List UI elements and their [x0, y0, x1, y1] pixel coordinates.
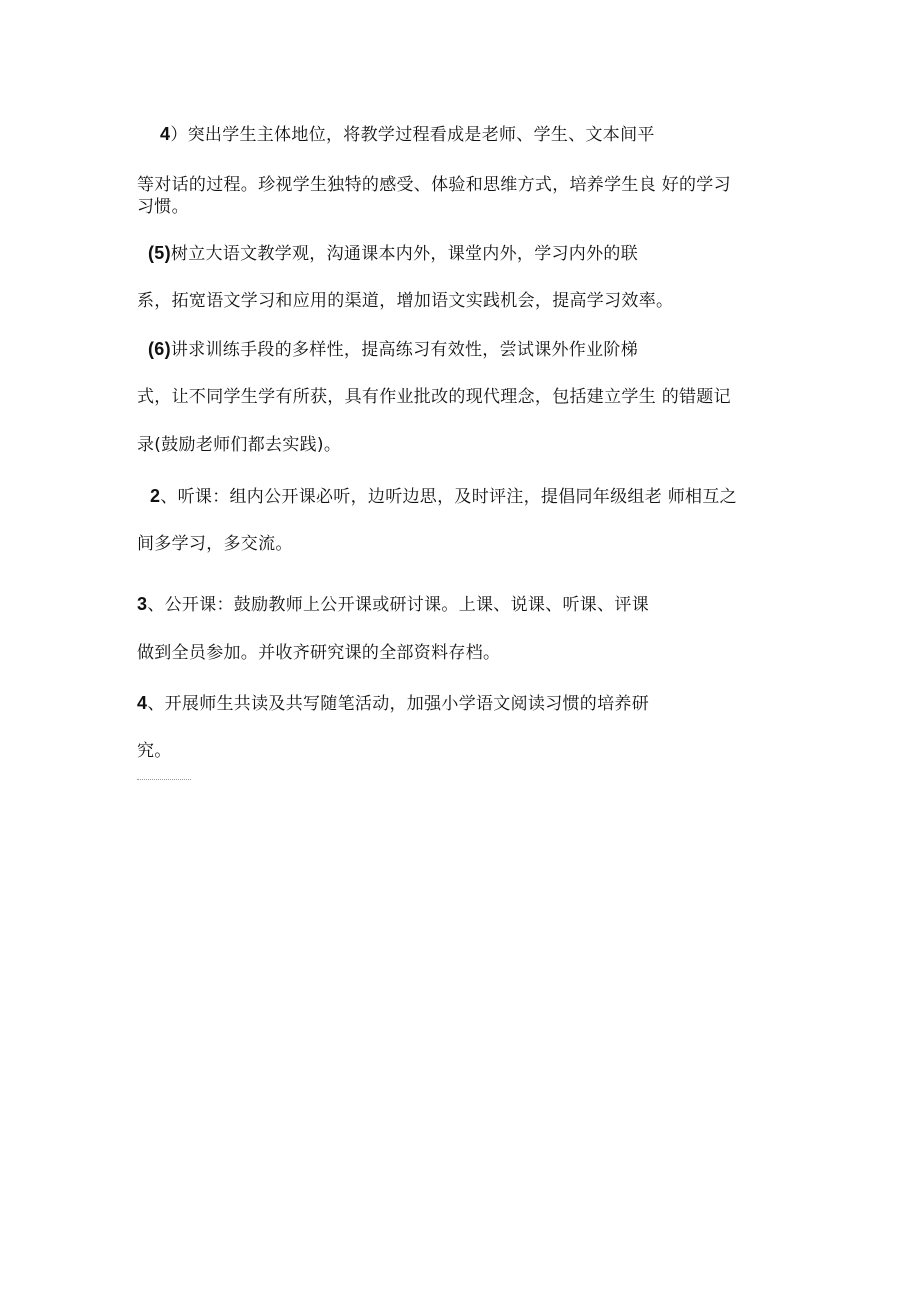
item-4-line-2: 等对话的过程。珍视学生独特的感受、体验和思维方式，培养学生良 好的学习 [137, 175, 731, 195]
item-6-line-2: 式，让不同学生学有所获，具有作业批改的现代理念，包括建立学生 的错题记 [137, 387, 731, 407]
item-6-number: (6) [148, 339, 171, 359]
item-6-text: 讲求训练手段的多样性，提高练习有效性，尝试课外作业阶梯 [170, 340, 639, 360]
section-3-line-2: 做到全员参加。并收齐研究课的全部资料存档。 [137, 643, 501, 663]
section-4-number: 4 [137, 693, 148, 713]
section-3-text: 、公开课：鼓励教师上公开课或研讨课。上课、说课、听课、评课 [147, 595, 650, 615]
item-5-text: 树立大语文教学观，沟通课本内外，课堂内外，学习内外的联 [170, 244, 639, 264]
section-4-line-1 [137, 692, 649, 715]
section-2-line-2: 间多学习，多交流。 [137, 534, 293, 554]
item-5-number: (5) [148, 243, 171, 263]
section-3-number: 3 [137, 594, 148, 614]
item-4-line-1 [160, 123, 655, 146]
item-6-line-3: 录(鼓励老师们都去实践)。 [137, 435, 342, 455]
section-2-text: 、听课：组内公开课必听，边听边思，及时评注，提倡同年级组老 师相互之 [160, 487, 737, 507]
footer-divider [137, 779, 191, 780]
item-6-line-1 [148, 338, 638, 361]
section-2-line-1 [150, 485, 737, 508]
item-4-text: ）突出学生主体地位，将教学过程看成是老师、学生、文本间平 [170, 125, 655, 145]
section-4-line-2: 究。 [137, 741, 172, 761]
section-4-text: 、开展师生共读及共写随笔活动，加强小学语文阅读习惯的培养研 [147, 694, 650, 714]
item-5-line-1 [148, 242, 638, 265]
item-4-number: 4 [160, 124, 171, 144]
section-2-number: 2 [150, 486, 161, 506]
item-4-line-3: 习惯。 [137, 197, 189, 217]
item-5-line-2: 系，拓宽语文学习和应用的渠道，增加语文实践机会，提高学习效率。 [137, 291, 674, 311]
section-3-line-1 [137, 593, 649, 616]
